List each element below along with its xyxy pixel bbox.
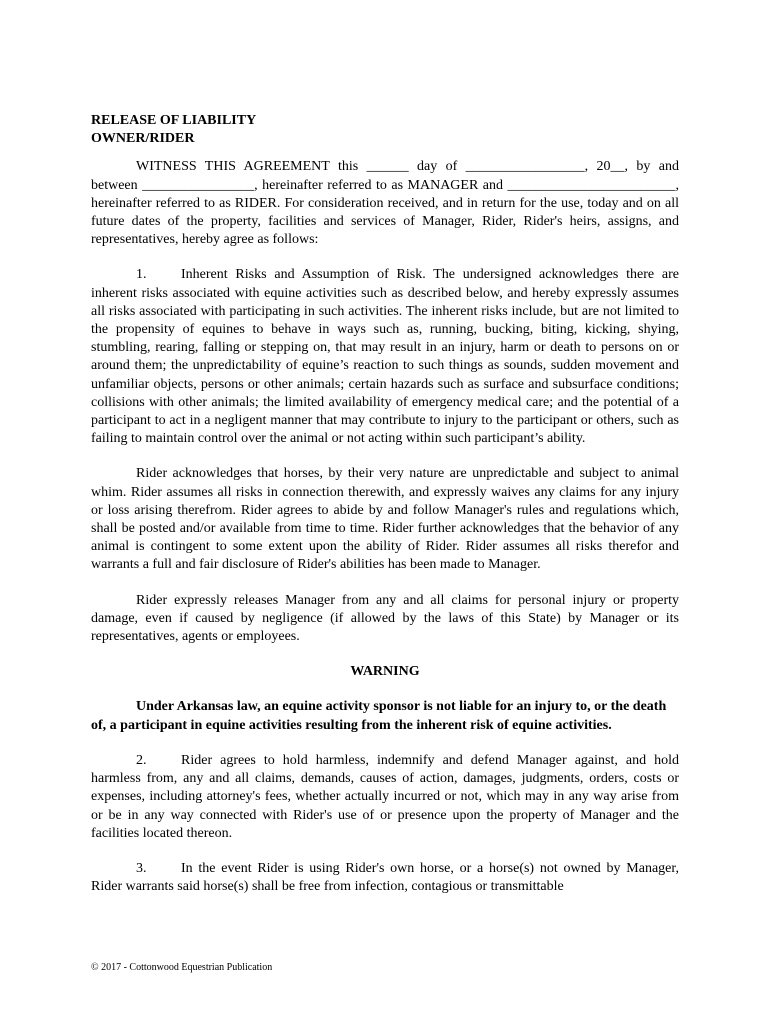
document-page: [91, 112, 679, 896]
spacer: [91, 735, 679, 752]
rider-acknowledgment-paragraph: Rider acknowledges that horses, by their very nature are unpredictable and subject to animal whim. Rider assumes all risks in connection therewith, and expressly waives any claims for any injury or loss arising therefrom. Rider agrees to abide by and follow Manager's rules and regulations which, shall be posted and/or available from time to time. Rider further acknowledges that the behavior of any animal is contingent to some extent upon the ability of Rider. Rider assumes all risks therefor and warrants a full and fair disclosure of Rider's abilities has been made to Manager.: [91, 466, 679, 573]
section-3: [91, 860, 679, 896]
spacer: [91, 448, 679, 465]
spacer: [91, 681, 679, 698]
section-3-text: In the event Rider is using Rider's own horse, or a horse(s) not owned by Manager, Rider warrants said horse(s) shall be free from infection, contagious or transmittable: [91, 860, 679, 895]
release-paragraph: Rider expressly releases Manager from any and all claims for personal injury or property damage, even if caused by negligence (if allowed by the laws of this State) by Manager or its representatives, agents or employees.: [91, 592, 679, 645]
intro-paragraph: WITNESS THIS AGREEMENT this ______ day of _________________, 20__, by and between ________________, hereinafter referred to as MANAGER and ________________________, hereinafter referred to as RIDER. For consideration received, and in return for the use, today and on all future dates of the property, facilities and services of Manager, Rider, Rider's heirs, assigns, and representatives, hereby agree as follows:: [91, 159, 679, 248]
spacer: [91, 575, 679, 592]
document-subtitle: OWNER/RIDER: [91, 131, 195, 147]
section-2: [91, 752, 679, 843]
spacer: [91, 843, 679, 860]
document-title: RELEASE OF LIABILITY: [91, 113, 257, 128]
section-1: [91, 266, 679, 448]
footer-copyright: © 2017 - Cottonwood Equestrian Publication: [91, 962, 273, 973]
section-3-number: 3.: [136, 860, 147, 876]
spacer: [91, 148, 679, 158]
section-1-text: Inherent Risks and Assumption of Risk. The undersigned acknowledges there are inherent risks associated with equine activities such as described below, and hereby expressly assumes all risks associated with participating in such activities. The inherent risks include, but are not limited to the propensity of equines to behave in ways such as, running, bucking, biting, kicking, shying, stumbling, rearing, falling or stepping on, that may result in an injury, harm or death to persons on or around them; the unpredictability of equine’s reaction to such things as sounds, sudden movement and unfamiliar objects, persons or other animals; certain hazards such as surface and subsurface conditions; collisions with other animals; the limited availability of emergency medical care; and the potential of a participant to act in a negligent manner that may contribute to injury to the participant or others, such as failing to maintain control over the animal or not acting within such participant’s ability.: [91, 267, 679, 447]
warning-text: Under Arkansas law, an equine activity sponsor is not liable for an injury to, or the death of, a participant in equine activities resulting from the inherent risk of equine activities.: [91, 699, 667, 733]
spacer: [91, 249, 679, 266]
warning-heading: WARNING: [350, 664, 420, 680]
section-1-number: 1.: [136, 267, 147, 283]
spacer: [91, 646, 679, 663]
section-2-text: Rider agrees to hold harmless, indemnify and defend Manager against, and hold harmless from, any and all claims, demands, causes of action, damages, judgments, orders, costs or expenses, including attorney's fees, whether actually incurred or not, which may in any way arise from or be in any way connected with Rider's use of or presence upon the property of Manager and the facilities located thereon.: [91, 752, 679, 841]
section-2-number: 2.: [136, 752, 147, 768]
